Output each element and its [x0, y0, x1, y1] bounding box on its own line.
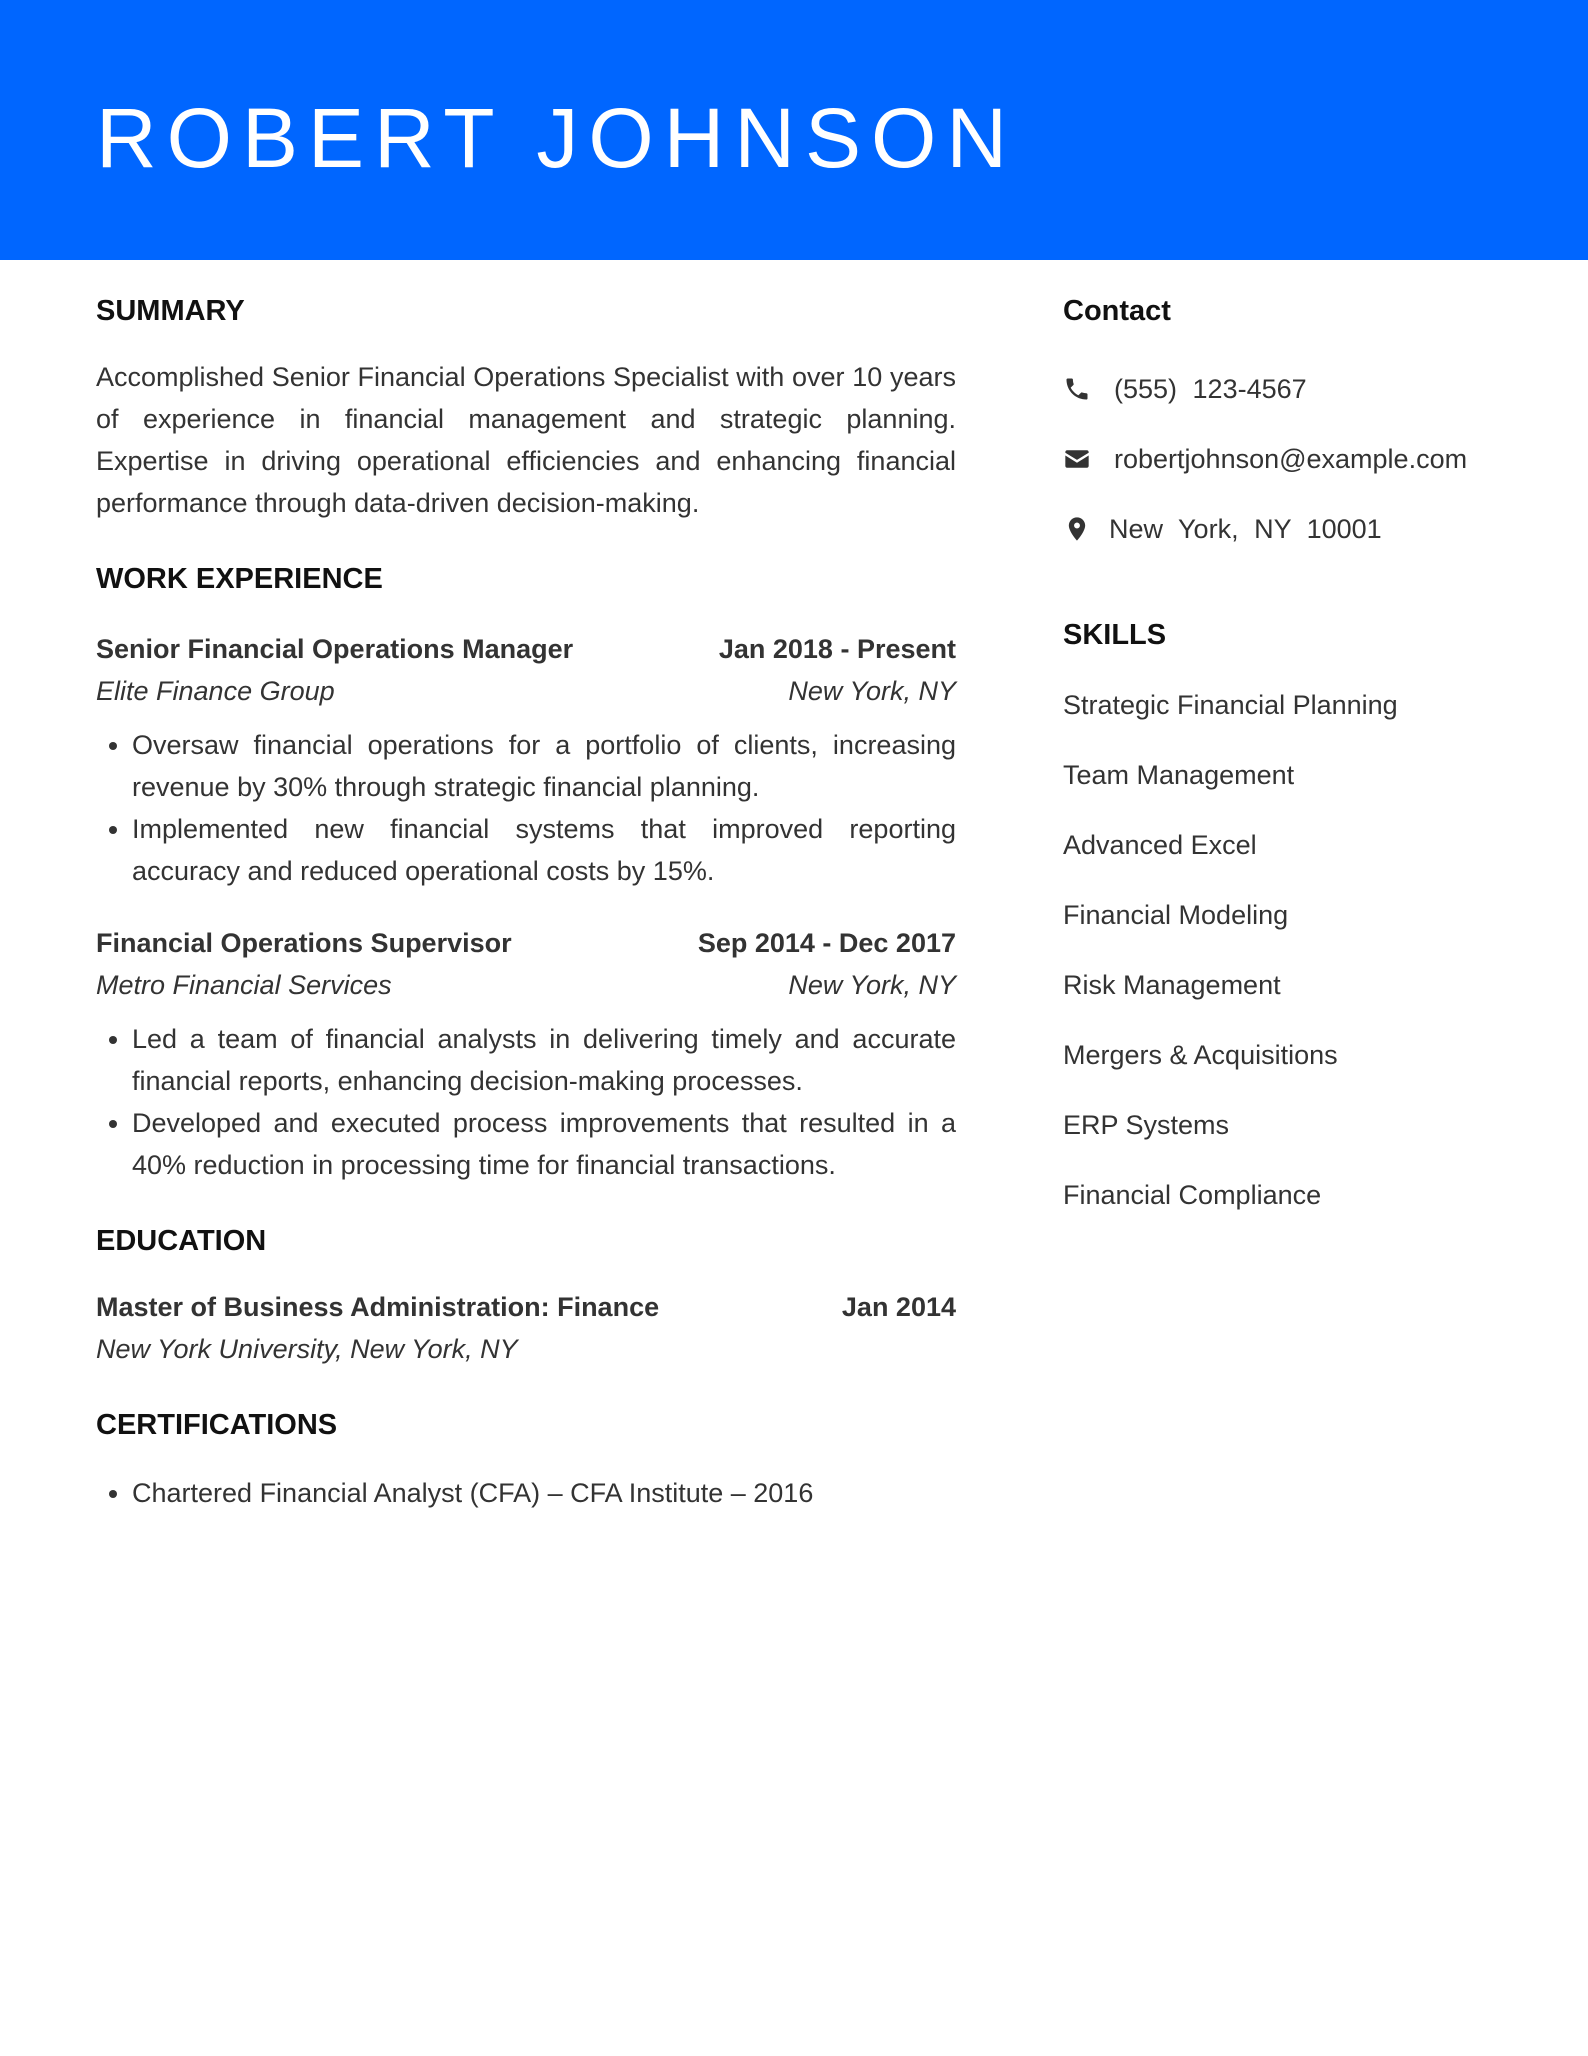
job-location: New York, NY — [788, 970, 956, 1000]
skill-item: Advanced Excel — [1063, 830, 1257, 860]
school-name: New York University, New York, NY — [96, 1334, 518, 1364]
contact-phone-text: (555) 123-4567 — [1114, 374, 1307, 404]
skill-item: Strategic Financial Planning — [1063, 690, 1398, 720]
summary-section — [96, 290, 956, 524]
job-bullet: • Oversaw financial operations for a portfolio of clients, increasing revenue by 30% through strategic financial planning. — [132, 724, 956, 808]
job-entry — [96, 922, 956, 1186]
contact-location-text: New York, NY 10001 — [1109, 514, 1382, 544]
job-date: Jan 2018 - Present — [718, 634, 956, 664]
degree-title: Master of Business Administration: Finance — [96, 1292, 660, 1322]
degree-date: Jan 2014 — [841, 1292, 956, 1322]
skill-item: Financial Modeling — [1063, 900, 1289, 930]
contact-email — [1063, 438, 1513, 480]
candidate-name: ROBERT JOHNSON — [96, 91, 1018, 185]
contact-section — [1063, 290, 1513, 550]
header-banner — [0, 0, 1588, 260]
envelope-icon — [1063, 445, 1091, 473]
job-company: Elite Finance Group — [96, 676, 335, 706]
skills-heading: SKILLS — [1063, 619, 1167, 651]
contact-email-text: robertjohnson@example.com — [1114, 444, 1468, 474]
certifications-section — [96, 1404, 956, 1514]
job-location: New York, NY — [788, 676, 956, 706]
job-title: Senior Financial Operations Manager — [96, 634, 574, 664]
skill-item: ERP Systems — [1063, 1110, 1230, 1140]
job-date: Sep 2014 - Dec 2017 — [697, 928, 956, 958]
skill-item: Team Management — [1063, 760, 1295, 790]
certifications-heading: CERTIFICATIONS — [96, 1409, 338, 1441]
summary-text: Accomplished Senior Financial Operations Specialist with over 10 years of experience in financial management and strategic planning. Expertise in driving operational efficiencies and enhancing financial performance through data-driven decision-making. — [96, 362, 956, 518]
main-column — [96, 290, 956, 1514]
job-bullets — [96, 724, 956, 892]
phone-icon — [1063, 375, 1091, 403]
job-bullet: • Implemented new financial systems that improved reporting accuracy and reduced operational costs by 15%. — [132, 808, 956, 892]
job-bullet: • Led a team of financial analysts in delivering timely and accurate financial reports, enhancing decision-making processes. — [132, 1018, 956, 1102]
contact-phone — [1063, 368, 1513, 410]
summary-heading: SUMMARY — [96, 295, 245, 327]
contact-heading: Contact — [1063, 295, 1171, 327]
skills-section — [1063, 614, 1513, 1216]
sidebar-column — [1063, 290, 1513, 1244]
certification-list — [96, 1472, 956, 1514]
work-experience-section — [96, 558, 956, 1186]
certification-item: • Chartered Financial Analyst (CFA) – CFA Institute – 2016 — [132, 1472, 956, 1514]
skill-item: Mergers & Acquisitions — [1063, 1040, 1338, 1070]
education-heading: EDUCATION — [96, 1225, 267, 1257]
skill-item: Risk Management — [1063, 970, 1281, 1000]
job-entry — [96, 628, 956, 892]
job-title: Financial Operations Supervisor — [96, 928, 512, 958]
map-marker-icon — [1063, 515, 1091, 543]
job-company: Metro Financial Services — [96, 970, 392, 1000]
contact-location — [1063, 508, 1513, 550]
job-bullets — [96, 1018, 956, 1186]
job-bullet: • Developed and executed process improvements that resulted in a 40% reduction in processing time for financial transactions. — [132, 1102, 956, 1186]
skill-item: Financial Compliance — [1063, 1180, 1322, 1210]
work-experience-heading: WORK EXPERIENCE — [96, 563, 383, 595]
education-section — [96, 1220, 956, 1370]
